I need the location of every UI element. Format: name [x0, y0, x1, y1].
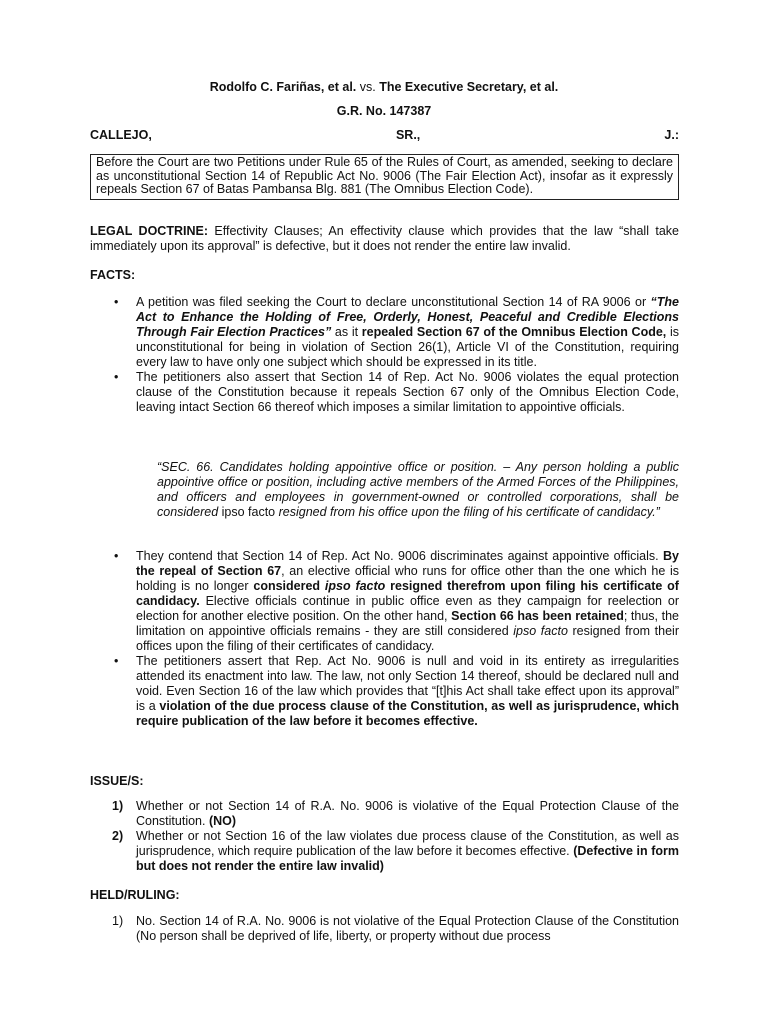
fact-text: is unconstitutional for being in violation of Section 26(1), Article VI of the Constitution, requiring every law to have only one subject which should be expressed in its title.	[136, 325, 679, 369]
quote-ipso-facto: ipso facto	[221, 505, 276, 519]
fact-emphasis: considered	[253, 579, 325, 593]
fact-emphasis: violation of the due process clause of the Constitution, as well as jurisprudence, which require publication of the law before it becomes effective.	[136, 699, 679, 728]
ponente-title: J.:	[664, 128, 679, 142]
fact-emphasis: ipso facto	[324, 579, 386, 593]
list-item	[114, 654, 679, 729]
fact-emphasis: resigned therefrom upon filing his certificate of candidacy.	[136, 579, 679, 608]
issues-list	[112, 799, 679, 874]
issue-text: Whether or not Section 16 of the law violates due process clause of the Constitution, as well as jurisprudence, which require publication of the law before it becomes effective.	[136, 829, 679, 858]
issue-answer: (NO)	[208, 814, 237, 828]
fact-text: resigned from their offices upon the filing of their certificates of candidacy.	[136, 624, 679, 653]
item-number: 2)	[112, 829, 124, 843]
list-item	[114, 370, 679, 415]
case-title	[0, 80, 768, 94]
sec-66-quote: “SEC. 66. Candidates holding appointive office or position. – Any person holding a public appointive office or position, including active members of the Armed Forces of the Philippines, and officers and employees in government-owned or controlled corporations, shall be considered ipso facto resigned from his office upon the filing of his certificate of candidacy.”	[157, 460, 679, 519]
legal-doctrine-text: Effectivity Clauses; An effectivity clause which provides that the law “shall take immediately upon its approval” is defective, but it does not render the entire law invalid.	[90, 224, 680, 253]
fact-italic: ipso facto	[513, 624, 568, 638]
fact-text: They contend that Section 14 of Rep. Act No. 9006 discriminates against appointive officials.	[136, 549, 664, 563]
fact-text: , an elective official who runs for office other than the one which he is holding is no longer	[136, 564, 679, 593]
fact-text: The petitioners assert that Rep. Act No. 9006 is null and void in its entirety as irregularities attended its enactment into law. The law, not only Section 14 thereof, should be declared null and void. Even Section 16 of the law which provides that “[t]his Act shall take effect upon its approval” is a	[136, 654, 679, 713]
issues-heading: ISSUE/S:	[90, 774, 144, 788]
legal-doctrine-label: LEGAL DOCTRINE:	[90, 224, 208, 238]
ponente-suffix: SR.,	[395, 128, 421, 142]
petitioner: Rodolfo C. Fariñas, et al.	[209, 80, 357, 94]
held-heading: HELD/RULING:	[90, 888, 180, 902]
item-number: 1)	[112, 799, 124, 813]
list-item	[114, 295, 679, 370]
facts-list	[114, 295, 679, 415]
held-list	[112, 914, 679, 944]
ruling-text: No. Section 14 of R.A. No. 9006 is not violative of the Equal Protection Clause of the Constitution (No person shall be deprived of life, liberty, or property without due process	[136, 914, 679, 943]
respondent: The Executive Secretary, et al.	[379, 80, 559, 94]
gr-number: G.R. No. 147387	[336, 104, 432, 118]
fact-text: Elective officials continue in public office even as they campaign for reelection or election for another elective position. On the other hand,	[136, 594, 679, 623]
fact-text: The petitioners also assert that Section 14 of Rep. Act No. 9006 violates the equal protection clause of the Constitution because it repeals Section 67 only of the Omnibus Election Code, leaving intact Section 66 thereof which imposes a similar limitation to appointive officials.	[136, 370, 679, 414]
list-item	[112, 799, 679, 829]
fact-text: as it	[331, 325, 362, 339]
facts-list-continued	[114, 549, 679, 729]
list-item	[112, 829, 679, 874]
legal-doctrine	[90, 224, 679, 254]
issue-text: Whether or not Section 14 of R.A. No. 9006 is violative of the Equal Protection Clause of the Constitution.	[136, 799, 679, 828]
versus: vs.	[359, 80, 376, 94]
case-summary-box: Before the Court are two Petitions under Rule 65 of the Rules of Court, as amended, seeking to declare as unconstitutional Section 14 of Republic Act No. 9006 (The Fair Election Act), insofar as it expressly repeals Section 67 of Batas Pambansa Blg. 881 (The Omnibus Election Code).	[90, 154, 679, 200]
bullet-icon: •	[114, 370, 119, 384]
facts-heading: FACTS:	[90, 268, 136, 282]
list-item	[114, 549, 679, 654]
list-item	[112, 914, 679, 944]
fact-emphasis: By the repeal of Section 67	[136, 549, 679, 578]
bullet-icon: •	[114, 654, 119, 668]
fact-text: A petition was filed seeking the Court to declare unconstitutional Section 14 of RA 9006 or	[136, 295, 651, 309]
issue-answer: (Defective in form but does not render the entire law invalid)	[136, 844, 679, 873]
bullet-icon: •	[114, 295, 119, 309]
ponente-name: CALLEJO,	[90, 128, 152, 142]
fact-emphasis: repealed Section 67 of the Omnibus Election Code,	[361, 325, 667, 339]
fact-emphasis: Section 66 has been retained	[451, 609, 624, 623]
item-number: 1)	[112, 914, 124, 928]
fact-text: ; thus, the limitation on appointive officials remains - they are still considered	[136, 609, 679, 638]
bullet-icon: •	[114, 549, 119, 563]
ponente-line	[90, 128, 679, 142]
act-title: “The Act to Enhance the Holding of Free, Orderly, Honest, Peaceful and Credible Elections Through Fair Election Practices”	[136, 295, 679, 339]
